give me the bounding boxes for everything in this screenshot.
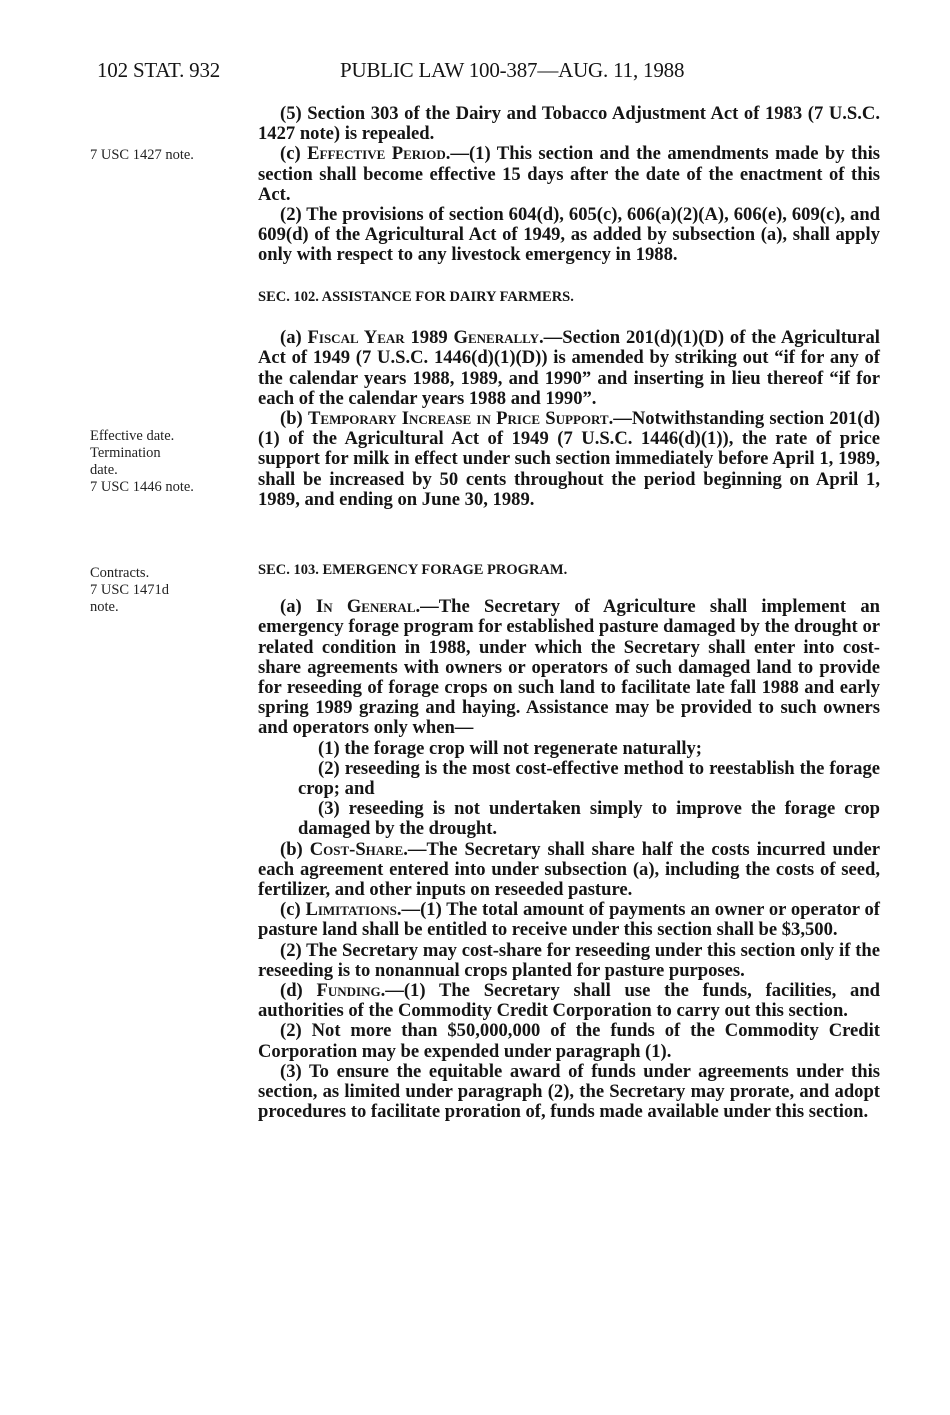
paragraph-103d3: (3) To ensure the equitable award of funds under agreements under this section, as limited under paragraph (2), the Secretary may prorate, and adopt procedures to facilitate proration of, funds made available under this section.	[258, 1060, 880, 1123]
section-101-tail	[258, 104, 880, 266]
margin-note-line: 7 USC 1446 note.	[90, 479, 194, 495]
subsection-heading: Cost-Share.	[309, 838, 408, 860]
paragraph-103d2: (2) Not more than $50,000,000 of the funds of the Commodity Credit Corporation may be expended under paragraph (1).	[258, 1020, 880, 1062]
page-stat-number: 102 STAT. 932	[97, 58, 221, 82]
margin-note-line: date.	[90, 462, 118, 478]
paragraph-c2: (2) The provisions of section 604(d), 605(c), 606(a)(2)(A), 606(e), 609(c), and 609(d) of the Agricultural Act of 1949, as added by subsection (a), shall apply only with respect to any livestock emergency in 1988.	[258, 204, 880, 266]
body-text: —The Secretary shall share half the costs incurred under each agreement entered into under subsection (a), including the costs of seed, fertilizer, and other inputs on reseeded pasture.	[258, 838, 880, 901]
label: (c)	[280, 899, 306, 921]
label: (b)	[280, 838, 310, 860]
margin-note-line: note.	[90, 599, 119, 615]
paragraph-103a	[258, 597, 880, 738]
label: (a)	[280, 596, 316, 618]
label: (d)	[280, 980, 317, 1002]
paragraph-102b	[258, 409, 880, 510]
section-heading: SEC. 102. ASSISTANCE FOR DAIRY FARMERS.	[258, 289, 574, 305]
list-item: (2) reseeding is the most cost-effective method to reestablish the forage crop; and	[298, 757, 880, 800]
subsection-heading: Limitations.	[305, 899, 402, 921]
subsection-heading: Funding.	[316, 980, 386, 1002]
subsection-heading: Temporary Increase in Price Support.	[308, 408, 614, 430]
subsection-heading: In General.	[315, 596, 421, 618]
margin-note-line: Effective date.	[90, 428, 175, 444]
body-text: —(1) The total amount of payments an owner or operator of pasture land shall be entitled to receive under this section shall be $3,500.	[258, 899, 880, 941]
body-text: —Section 201(d)(1)(D) of the Agricultural Act of 1949 (7 U.S.C. 1446(d)(1)(D)) is amended by striking out “if for any of the calendar years 1988, 1989, and 1990” and inserting in lieu thereof “if for each of the calendar years 1988 and 1990”.	[258, 327, 880, 409]
paragraph-102a	[258, 328, 880, 409]
margin-note-line: 7 USC 1471d	[90, 582, 169, 598]
paragraph-103c2: (2) The Secretary may cost-share for reseeding under this section only if the reseeding is to nonannual crops planted for pasture purposes.	[258, 939, 880, 981]
section-103	[258, 560, 880, 1122]
body-text: —(1) The Secretary shall use the funds, facilities, and authorities of the Commodity Credit Corporation to carry out this section.	[258, 980, 881, 1022]
paragraph-103b	[258, 840, 880, 901]
body-text: —Notwithstanding section 201(d)(1) of the Agricultural Act of 1949 (7 U.S.C. 1446(d)(1)), the rate of price support for milk in effect under such section immediately before April 1, 1989, shall be increased by 50 cents throughout the period beginning on April 1, 1989, and ending on June 30, 1989.	[258, 408, 881, 510]
label: (b)	[280, 408, 309, 430]
paragraph-c-effective-period	[258, 144, 880, 205]
label: (a)	[280, 327, 308, 349]
margin-note-line: 7 USC 1427 note.	[90, 147, 194, 163]
margin-note-line: Termination	[90, 445, 161, 461]
section-102	[258, 287, 880, 510]
body-text: —The Secretary of Agriculture shall implement an emergency forage program for established pasture damaged by the drought or related condition in 1988, under which the Secretary shall enter into cost-share agreements with owners or operators of such damaged land to provide for reseeding of forage crops on such land to facilitate late fall 1988 and early spring 1989 grazing and haying. Assistance may be provided to such owners and operators only when—	[258, 596, 880, 739]
subsection-heading: Effective Period.	[307, 143, 451, 165]
margin-note-line: Contracts.	[90, 565, 150, 581]
margin-note	[90, 428, 194, 496]
label: (c)	[280, 143, 308, 165]
margin-note	[90, 565, 169, 616]
subsection-heading: Fiscal Year 1989 Generally.	[307, 327, 544, 349]
margin-note	[90, 147, 194, 164]
running-header: PUBLIC LAW 100-387—AUG. 11, 1988	[340, 58, 685, 82]
paragraph-5: (5) Section 303 of the Dairy and Tobacco Adjustment Act of 1983 (7 U.S.C. 1427 note) is repealed.	[258, 103, 880, 145]
paragraph-103c	[258, 900, 880, 940]
list-item: (1) the forage crop will not regenerate naturally;	[318, 737, 703, 759]
paragraph-103d	[258, 981, 880, 1021]
list-item: (3) reseeding is not undertaken simply to improve the forage crop damaged by the drought.	[298, 798, 880, 840]
section-heading: SEC. 103. EMERGENCY FORAGE PROGRAM.	[258, 562, 568, 578]
body-text: —(1) This section and the amendments made by this section shall become effective 15 days after the date of the enactment of this Act.	[258, 143, 880, 205]
